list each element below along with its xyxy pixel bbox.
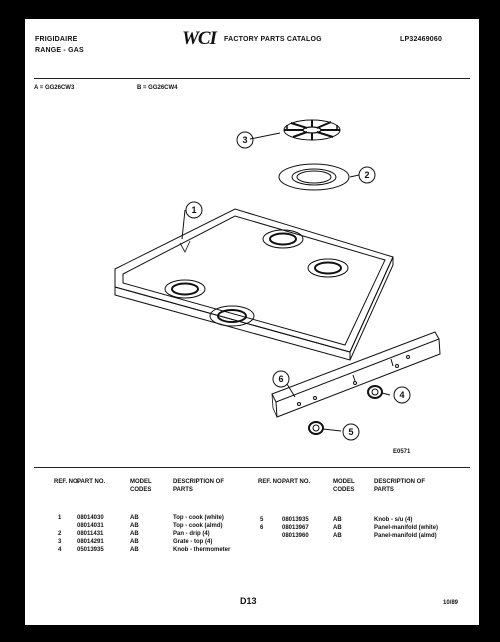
cell-model: AB: [130, 523, 139, 529]
cell-desc: Knob - thermometer: [173, 547, 231, 553]
cell-model: AB: [130, 531, 139, 537]
table-top-divider: [34, 467, 470, 468]
callout-4-label: 4: [399, 390, 405, 400]
parts-catalog-page: [25, 19, 479, 625]
manifold-panel-illustration: [272, 332, 440, 417]
col-ref-no-header: REF. NO.: [54, 479, 80, 485]
cell-desc: Knob - s/u (4): [374, 517, 413, 523]
cell-desc: Panel-manifold (white): [374, 525, 439, 531]
cell-part: 08013967: [282, 525, 309, 531]
callout-5-label: 5: [348, 427, 354, 437]
leader-5: [323, 429, 341, 431]
cell-model: AB: [333, 525, 342, 531]
cell-ref: 2: [58, 531, 62, 537]
catalog-date: 10/89: [443, 600, 459, 606]
col-model-codes-header: MODEL CODES: [130, 479, 152, 493]
figure-code: E0571: [393, 449, 411, 455]
col-ref-no-header-right: REF. NO.: [258, 479, 284, 485]
col-model-codes-header-right: MODEL CODES: [333, 479, 355, 493]
cell-part: 08014030: [77, 515, 104, 521]
product-type: RANGE - GAS: [35, 47, 84, 54]
model-a: A = GG26CW3: [34, 85, 75, 91]
cell-model: AB: [333, 517, 342, 523]
wci-logo: WCI: [182, 28, 216, 49]
cell-desc: Grate - top (4): [173, 539, 213, 545]
cell-model: AB: [130, 547, 139, 553]
callout-1-label: 1: [191, 205, 197, 215]
col-description-header: DESCRIPTION OF PARTS: [173, 479, 225, 493]
thermometer-knob-illustration: [368, 386, 382, 398]
model-b: B = GG26CW4: [137, 85, 178, 91]
cell-part: 08013935: [282, 517, 309, 523]
catalog-number: LP32469060: [400, 36, 443, 43]
cell-model: AB: [333, 533, 342, 539]
col-part-no-header: PART NO.: [77, 479, 106, 485]
cell-ref: 5: [260, 517, 264, 523]
cell-desc: Pan - drip (4): [173, 531, 210, 537]
cell-ref: 6: [260, 525, 264, 531]
cell-desc: Top - cook (white): [173, 515, 224, 521]
cell-part: 08011431: [77, 531, 104, 537]
catalog-title: FACTORY PARTS CATALOG: [224, 36, 322, 43]
callout-2-label: 2: [364, 170, 370, 180]
cell-ref: 4: [58, 547, 62, 553]
brand-name: FRIGIDAIRE: [35, 36, 78, 43]
cell-desc: Top - cook (almd): [173, 523, 223, 529]
callout-3-label: 3: [242, 135, 248, 145]
leader-2: [350, 175, 359, 177]
cooktop-illustration: [115, 209, 393, 360]
cell-ref: 1: [58, 515, 62, 521]
cell-part: 05013935: [77, 547, 104, 553]
cell-desc: Panel-manifold (almd): [374, 533, 437, 539]
col-part-no-header-right: PART NO.: [282, 479, 311, 485]
cell-part: 08013960: [282, 533, 309, 539]
cell-model: AB: [130, 515, 139, 521]
callout-6-label: 6: [278, 374, 284, 384]
grate-illustration: [284, 120, 340, 140]
cell-part: 08014291: [77, 539, 104, 545]
surface-knob-illustration: [309, 422, 323, 434]
drip-pan-illustration: [279, 164, 349, 190]
cell-ref: 3: [58, 539, 62, 545]
leader-4: [382, 393, 390, 395]
cell-model: AB: [130, 539, 139, 545]
page-number: D13: [240, 596, 257, 606]
cell-part: 08014031: [77, 523, 104, 529]
leader-3: [250, 133, 280, 139]
col-description-header-right: DESCRIPTION OF PARTS: [374, 479, 426, 493]
